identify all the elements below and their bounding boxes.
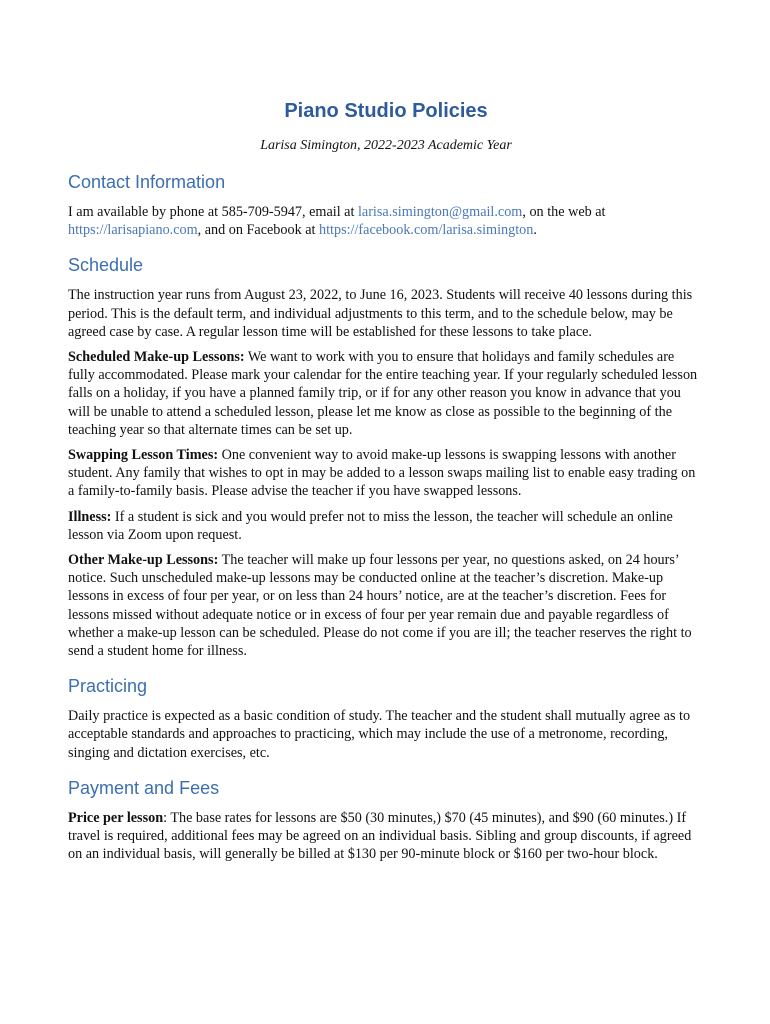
illness-paragraph bbox=[68, 508, 704, 544]
schedule-intro: The instruction year runs from August 23, 2022, to June 16, 2023. Students will receive 40 lessons during this period. This is the default term, and individual adjustments to this term, and to the schedule below, may be agreed case by case. A regular lesson time will be established for these lessons to take place. bbox=[68, 287, 693, 340]
practicing-paragraph: Daily practice is expected as a basic condition of study. The teacher and the student shall mutually agree as to acceptable standards and approaches to practicing, which may include the use of a metronome, recording, singing and dictation exercises, etc. bbox=[68, 708, 691, 761]
price-label: Price per lesson bbox=[68, 809, 164, 826]
email-link[interactable]: larisa.simington@gmail.com bbox=[357, 204, 523, 220]
other-makeup-text: The teacher will make up four lessons per year, no questions asked, on 24 hours’ notice. Such unscheduled make-up lessons may be conducted online at the teacher’s discretion. Make-up lessons in excess of four per year, or on less than 24 hours’ notice, are at the teacher’s discretion. Fees for lessons missed without adequate notice or in excess of four per year remain due and payable regardless of whether a make-up lesson can be scheduled. Please do not come if you are ill; the teacher reserves the right to send a student home for illness. bbox=[68, 552, 692, 660]
schedule-heading: Schedule bbox=[68, 255, 144, 276]
website-link[interactable]: https://larisapiano.com bbox=[68, 222, 198, 239]
illness-text: If a student is sick and you would prefer not to miss the lesson, the teacher will schedule an online lesson via Zoom upon request. bbox=[68, 508, 673, 543]
contact-paragraph bbox=[68, 203, 704, 239]
contact-text: . bbox=[533, 222, 537, 239]
document-content bbox=[68, 100, 704, 870]
price-text: : The base rates for lessons are $50 (30 minutes,) $70 (45 minutes), and $90 (60 minutes.) If travel is required, additional fees may be agreed on an individual basis. Sibling and group discounts, if agreed on an individual basis, will generally be billed at $130 per 90-minute block or $160 per two-hour block. bbox=[68, 809, 692, 863]
other-makeup-paragraph bbox=[68, 551, 704, 660]
document-title: Piano Studio Policies bbox=[284, 100, 488, 122]
payment-heading: Payment and Fees bbox=[68, 777, 220, 798]
contact-text: , on the web at bbox=[522, 204, 606, 220]
scheduled-makeup-label: Scheduled Make-up Lessons: bbox=[68, 349, 245, 366]
swapping-paragraph bbox=[68, 446, 704, 501]
facebook-link[interactable]: https://facebook.com/larisa.simington bbox=[319, 222, 534, 239]
contact-text: I am available by phone at 585-709-5947, email at bbox=[68, 204, 358, 220]
scheduled-makeup-text: We want to work with you to ensure that holidays and family schedules are fully accommodated. Please mark your calendar for the entire teaching year. If your regularly scheduled lesson falls on a holiday, if you have a planned family trip, or if for any other reason you know in advance that you will be unable to attend a scheduled lesson, please let me know as close as possible to the beginning of the teaching year so that alternate times can be set up. bbox=[68, 349, 698, 438]
price-paragraph bbox=[68, 809, 704, 864]
other-makeup-label: Other Make-up Lessons: bbox=[68, 552, 219, 569]
practicing-heading: Practicing bbox=[68, 676, 148, 697]
swapping-text: One convenient way to avoid make-up lessons is swapping lessons with another student. Any family that wishes to opt in may be added to a lesson swaps mailing list to enable easy trading on a family-to-family basis. Please advise the teacher if you have swapped lessons. bbox=[68, 447, 696, 500]
scheduled-makeup-paragraph bbox=[68, 348, 704, 439]
illness-label: Illness: bbox=[68, 508, 112, 525]
contact-text: , and on Facebook at bbox=[197, 222, 319, 239]
contact-heading: Contact Information bbox=[68, 172, 226, 192]
swapping-label: Swapping Lesson Times: bbox=[68, 447, 219, 464]
document-subtitle: Larisa Simington, 2022-2023 Academic Year bbox=[260, 138, 512, 153]
